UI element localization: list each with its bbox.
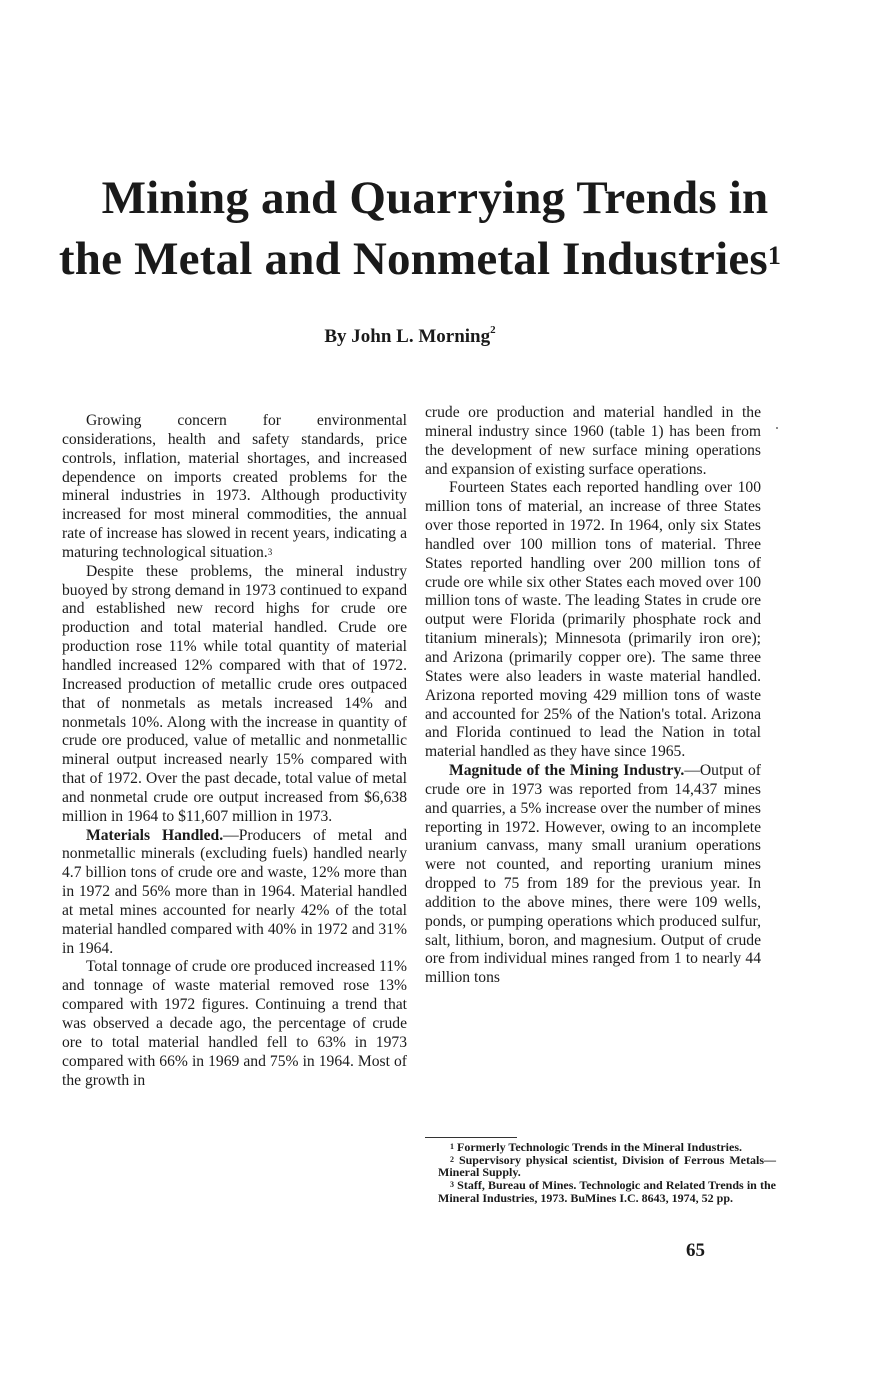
run-in-heading-materials-handled: Materials Handled. [86,826,224,844]
article-title-line-2 [40,229,800,290]
paragraph-fourteen-states: Fourteen States each reported handling over 100 million tons of material, an increase of three States over those reported in 1972. In 1964, only six States handled over 100 million tons of material. Three States reported handling over 200 million tons of crude ore while six other States each moved over 100 million tons of waste. The leading States in crude ore output were Florida (primarily phosphate rock and titanium minerals); Minnesota (primarily iron ore); and Arizona (primarily copper ore). The same three States were also leaders in waste material handled. Arizona reported moving 429 million tons of waste and accounted for 25% of the Nation's total. Arizona and Florida continued to lead the Nation in total material handled as they have since 1965. [425,479,761,761]
footnote-rule [425,1137,517,1138]
paragraph-continued: crude ore production and material handled in the mineral industry since 1960 (table 1) has been from the development of new surface mining operations and expansion of existing surface operations. [425,404,761,478]
footnote-2-mark: 2 [450,1154,454,1164]
footnote-3-text: Staff, Bureau of Mines. Technologic and Related Trends in the Mineral Industries, 1973. BuMines I.C. 8643, 1974, 52 pp. [438,1178,776,1205]
paragraph-total-tonnage: Total tonnage of crude ore produced increased 11% and tonnage of waste material removed rose 13% compared with 1972 figures. Continuing a trend that was observed a decade ago, the percentage of crude ore to total material handled fell to 63% in 1973 compared with 66% in 1969 and 75% in 1964. Most of the growth in [62,958,407,1089]
run-in-heading-magnitude: Magnitude of the Mining Industry. [449,762,685,780]
footnote-3-mark: 3 [450,1180,454,1190]
footnote-1-mark: 1 [450,1142,454,1151]
page-number: 65 [686,1240,705,1261]
paragraph-intro [62,412,407,563]
paragraph-intro-text: Growing concern for environmental considerations, health and safety standards, price controls, inflation, material shortages, and increased dependence on imports created problems for the mineral industries in 1973. Although productivity increased for most mineral commodities, the annual rate of increase has slowed in recent years, indicating a maturing technological situation. [62,412,407,561]
right-column [425,404,761,988]
footnote-2-text: Supervisory physical scientist, Division of Ferrous Metals—Mineral Supply. [438,1152,776,1180]
paragraph-materials-handled-text: —Producers of metal and nonmetallic minerals (excluding fuels) handled nearly 4.7 billion tons of crude ore and waste, 12% more than in 1972 and 56% more than in 1964. Material handled at metal mines accounted for nearly 42% of the total material handled compared with 40% in 1972 and 31% in 1964. [62,826,407,957]
footnote-2 [438,1154,776,1179]
article-title-line-1: Mining and Quarrying Trends in [101,172,769,224]
paragraph-despite: Despite these problems, the mineral industry buoyed by strong demand in 1973 continued to expand and established new record highs for crude ore production and total material handled. Crude ore production rose 11% while total quantity of material handled increased 12% compared with that of 1972. Increased production of metallic crude ores outpaced that of nonmetals as metals increased 14% and nonmetals 10%. Along with the increase in quantity of crude ore produced, value of metallic and nonmetallic mineral output increased nearly 15% compared with that of 1972. Over the past decade, total value of metal and nonmetal crude ore output increased from $6,638 million in 1964 to $11,607 million in 1973. [62,562,407,825]
footnote-ref-3: 3 [267,546,273,557]
footnotes [438,1141,776,1205]
article-title-line-2-text: the Metal and Nonmetal Industries [58,233,768,285]
author-byline [260,326,560,348]
left-column [62,412,407,1090]
paragraph-magnitude-text: —Output of crude ore in 1973 was reported from 14,437 mines and quarries, a 5% increase over the number of mines reporting in 1972. However, owing to an incomplete uranium canvass, many small uranium operations were not counted, and reporting uranium mines dropped to 75 from 189 for the previous year. In addition to the above mines, there were 109 wells, ponds, or pumping operations which produced sulfur, salt, lithium, boron, and magnesium. Output of crude ore from individual mines ranged from 1 to nearly 44 million tons [425,762,761,987]
footnote-3 [438,1179,776,1204]
author-name: By John L. Morning [324,326,491,347]
article-title [40,168,800,290]
title-footnote-mark: 1 [767,241,782,270]
footnote-1-text: Formerly Technologic Trends in the Mineral Industries. [457,1140,743,1154]
paragraph-magnitude [425,762,761,988]
paragraph-materials-handled [62,827,407,959]
stray-mark [776,427,778,429]
author-footnote-mark: 2 [490,324,496,336]
